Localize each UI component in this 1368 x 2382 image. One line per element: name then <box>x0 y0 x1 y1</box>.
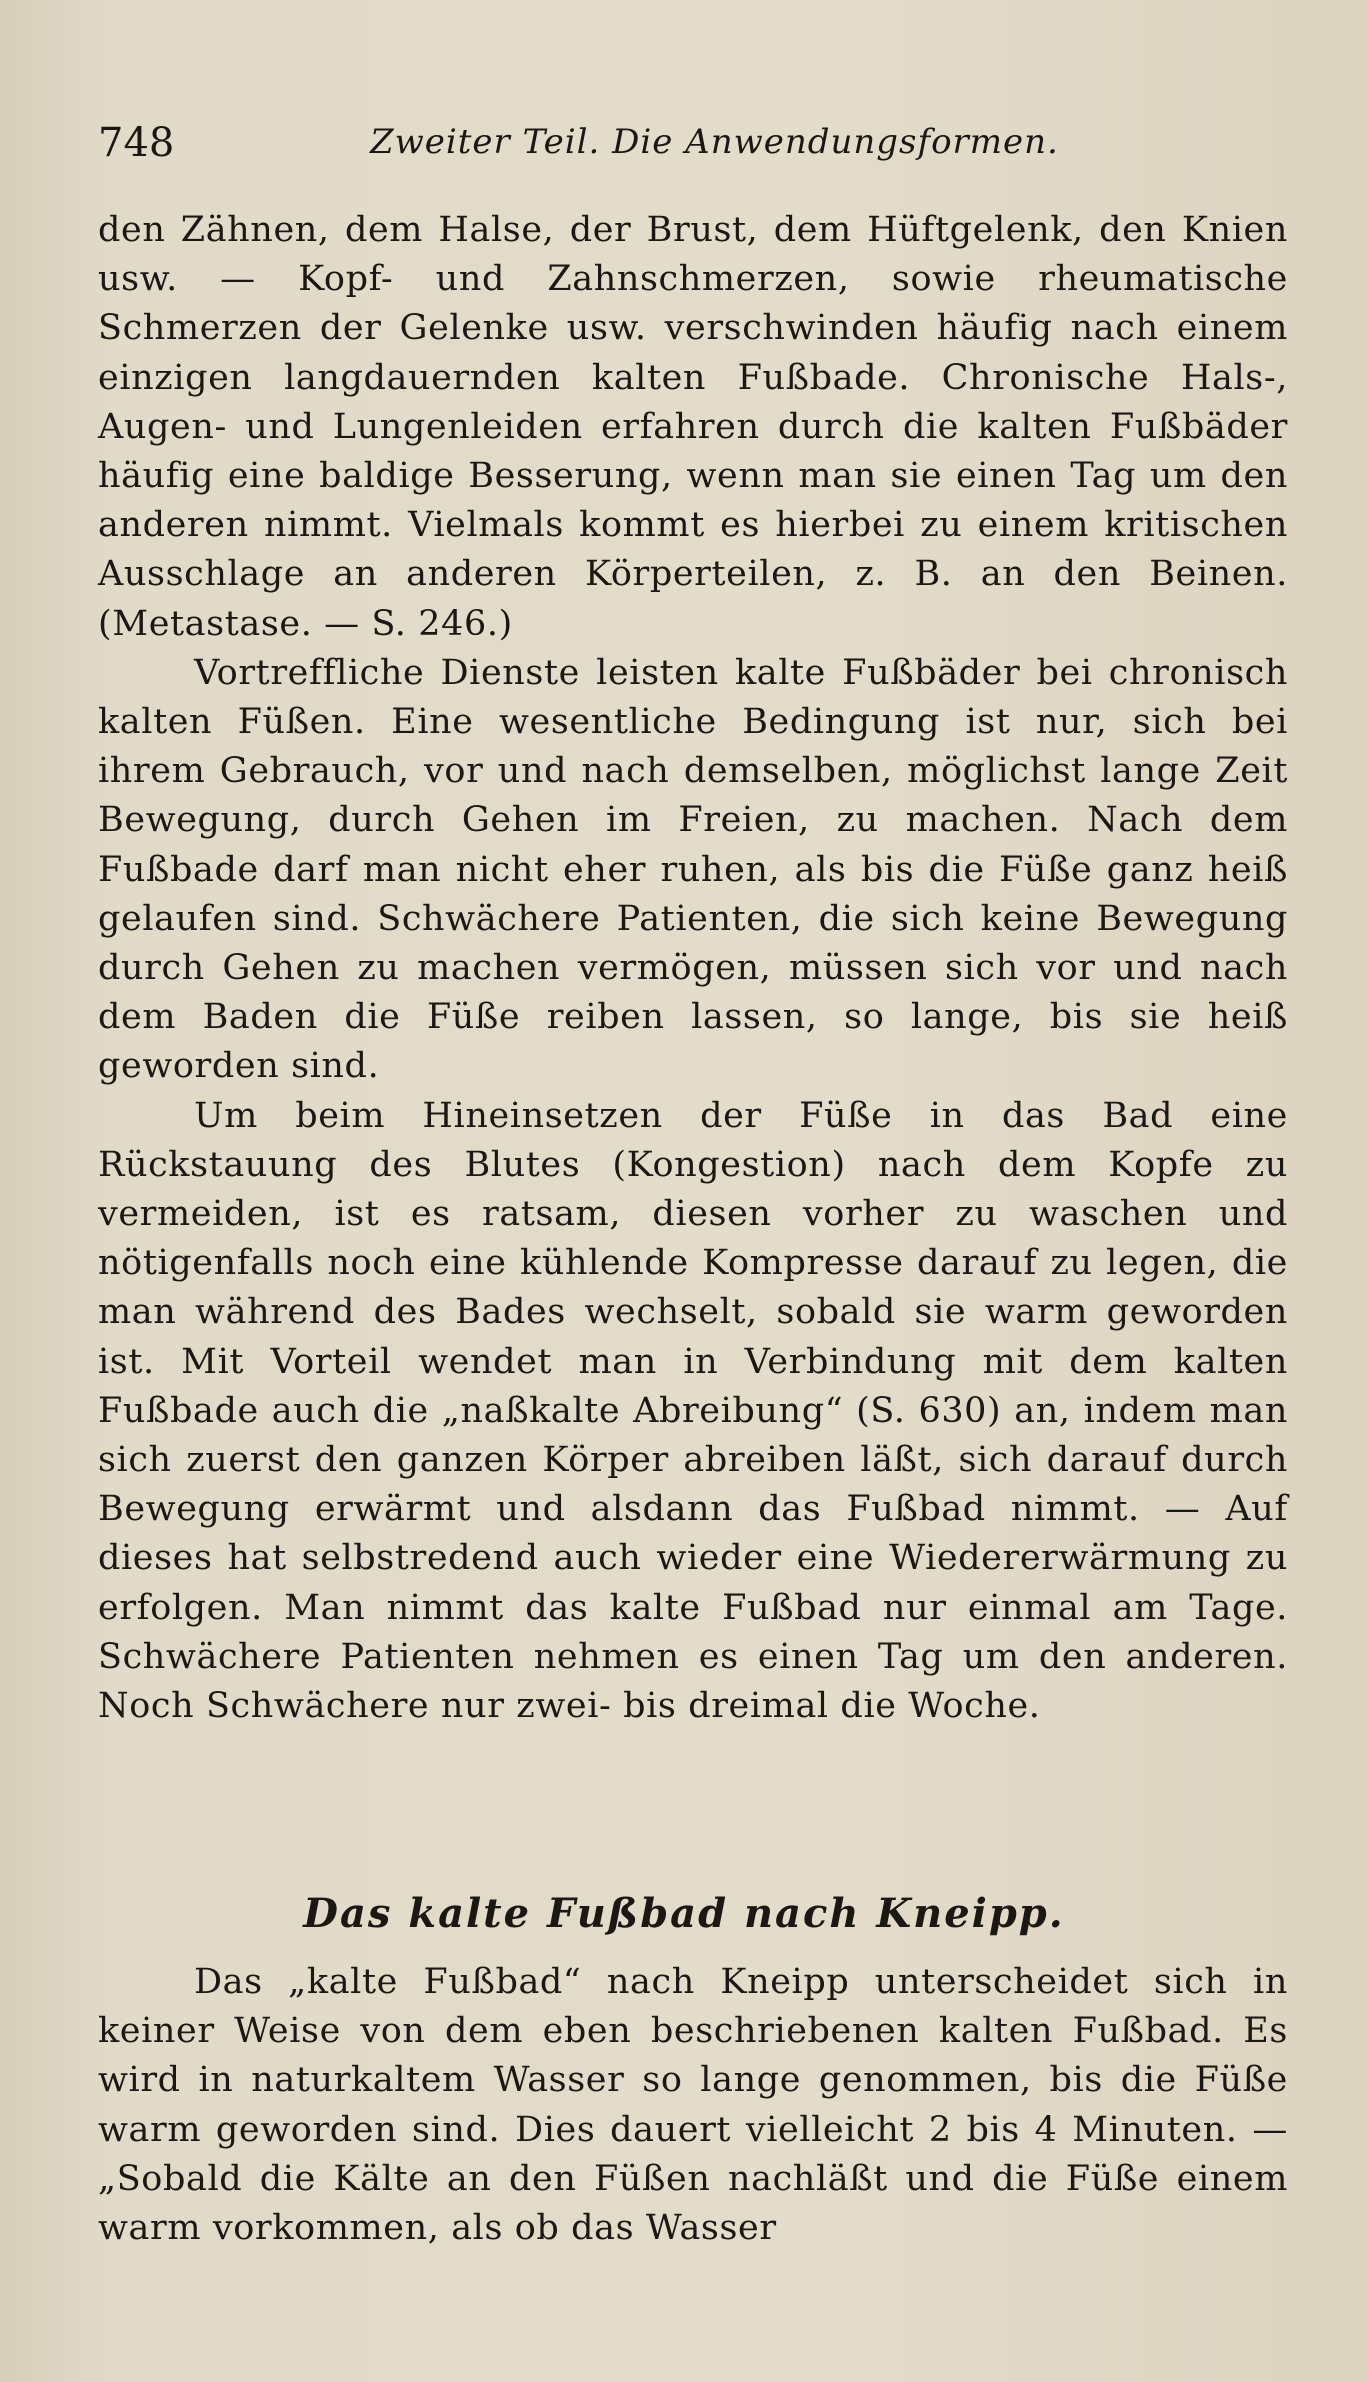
paragraph-2: Vortreffliche Dienste leisten kalte Fußbäder bei chronisch kalten Füßen. Eine wesentliche Bedingung ist nur, sich bei ihrem Gebrauch, vor und nach demselben, möglichst lange Zeit Bewegung, durch Gehen im Freien, zu machen. Nach dem Fußbade darf man nicht eher ruhen, als bis die Füße ganz heiß gelaufen sind. Schwächere Patienten, die sich keine Bewegung durch Gehen zu machen vermögen, müssen sich vor und nach dem Baden die Füße reiben lassen, so lange, bis sie heiß geworden sind. <box>98 652 1288 1087</box>
paragraph-1: den Zähnen, dem Halse, der Brust, dem Hüftgelenk, den Knien usw. — Kopf- und Zahnschmerzen, sowie rheumatische Schmerzen der Gelenke usw. verschwinden häufig nach einem einzigen langdauernden kalten Fußbade. Chronische Hals-, Augen- und Lungenleiden erfahren durch die kalten Fußbäder häufig eine baldige Besserung, wenn man sie einen Tag um den anderen nimmt. Vielmals kommt es hierbei zu einem kritischen Ausschlage an anderen Körperteilen, z. B. an den Beinen. (Metastase. — S. 246.) <box>98 210 1288 644</box>
page-header <box>98 112 1288 172</box>
section-body <box>98 1958 1288 2253</box>
running-head: Zweiter Teil. Die Anwendungsformen. <box>370 122 1059 162</box>
section-heading: Das kalte Fußbad nach Kneipp. <box>303 1890 1065 1937</box>
paragraph-3: Um beim Hineinsetzen der Füße in das Bad eine Rückstauung des Blutes (Kongestion) nach dem Kopfe zu vermeiden, ist es ratsam, diesen vorher zu waschen und nötigenfalls noch eine kühlende Kompresse darauf zu legen, die man während des Bades wechselt, sobald sie warm geworden ist. Mit Vorteil wendet man in Verbindung mit dem kalten Fußbade auch die „naßkalte Abreibung“ (S. 630) an, indem man sich zuerst den ganzen Körper abreiben läßt, sich darauf durch Bewegung erwärmt und alsdann das Fußbad nimmt. — Auf dieses hat selbstredend auch wieder eine Wiedererwärmung zu erfolgen. Man nimmt das kalte Fußbad nur einmal am Tage. Schwächere Patienten nehmen es einen Tag um den anderen. Noch Schwächere nur zwei- bis dreimal die Woche. <box>98 1095 1288 1727</box>
section-paragraph: Das „kalte Fußbad“ nach Kneipp unterscheidet sich in keiner Weise von dem eben beschriebenen kalten Fußbad. Es wird in naturkaltem Wasser so lange genommen, bis die Füße warm geworden sind. Dies dauert vielleicht 2 bis 4 Minuten. — „Sobald die Kälte an den Füßen nachläßt und die Füße einem warm vorkommen, als ob das Wasser <box>98 1962 1288 2249</box>
page-number: 748 <box>98 120 175 166</box>
body-text <box>98 206 1288 1731</box>
